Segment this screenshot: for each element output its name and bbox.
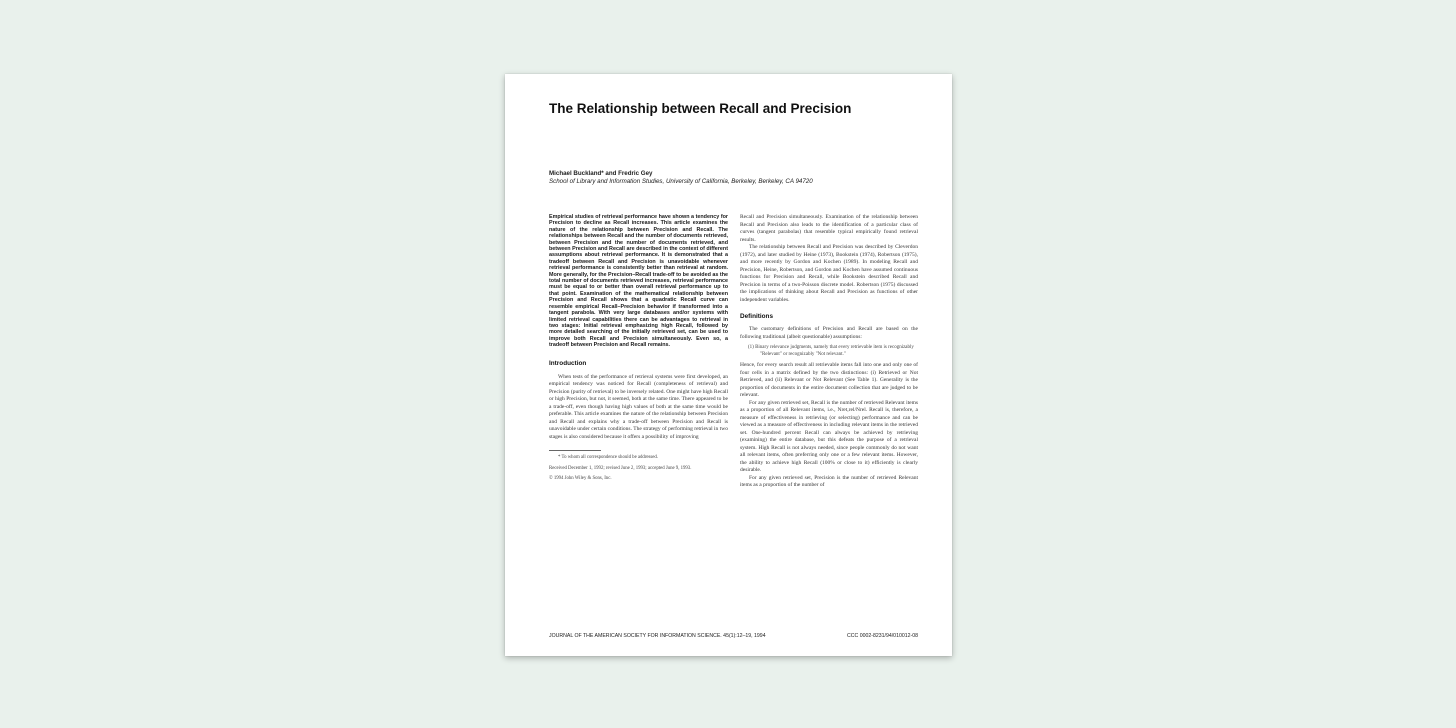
abstract: Empirical studies of retrieval performance have shown a tendency for Precision to decline as Recall increases. This article examines the nature of the relationship between Precision and Recall. The relationships between Recall and the number of documents retrieved, between Precision and the number of documents retrieved, and between Precision and Recall are described in the context of different assumptions about retrieval performance. It is demonstrated that a tradeoff between Recall and Precision is unavoidable whenever retrieval performance is consistently better than retrieval at random. More generally, for the Precision–Recall trade-off to be avoided as the total number of documents retrieved increases, retrieval performance must be equal to or better than overall retrieval performance up to that point. Examination of the mathematical relationship between Precision and Recall shows that a quadratic Recall curve can resemble empirical Recall–Precision behavior if transformed into a tangent parabola. With very large databases and/or systems with limited retrieval capabilities there can be advantages to retrieval in two stages: Initial retrieval emphasizing high Recall, followed by more detailed searching of the initially retrieved set, can be used to improve both Recall and Precision simultaneously. Even so, a tradeoff between Precision and Recall remains.: [549, 214, 728, 349]
journal-footer: [549, 633, 918, 639]
definitions-paragraph-4: For any given retrieved set, Precision is the number of retrieved Relevant items as a proportion of the number of: [740, 474, 918, 488]
right-paragraph-2: The relationship between Recall and Precision was described by Cleverdon (1972), and later studied by Heine (1973), Bookstein (1974), Robertson (1975), and more recently by Gordon and Kochen (1989). In modeling Recall and Precision, Heine, Robertson, and Gordon and Kochen have assumed continuous functions for Precision and Recall, while Bookstein described Recall and Precision in terms of a two-Poisson discrete model. Robertson (1975) discussed the implications of thinking about Recall and Precision as functions of other independent variables.: [740, 244, 918, 303]
introduction-heading: Introduction: [549, 359, 587, 367]
footnote-copyright: © 1994 John Wiley & Sons, Inc.: [549, 476, 612, 482]
definitions-paragraph-3: For any given retrieved set, Recall is the number of retrieved Relevant items as a proportion of all Relevant items, i.e., Nret,rel/Nrel. Recall is, therefore, a measure of effectiveness in retrieving (or selecting) performance and can be viewed as a measure of effectiveness in including relevant items in the retrieved set. One-hundred percent Recall can always be achieved by retrieving (examining) the entire database, but this defeats the purpose of a retrieval system. High Recall is not always needed, since people commonly do not want all relevant items, often preferring only one or a few relevant items. However, the ability to achieve high Recall (100% or close to it) efficiently is clearly desirable.: [740, 399, 918, 473]
footer-ccc-code: CCC 0002-8231/94/010012-08: [847, 633, 918, 639]
paper-title: The Relationship between Recall and Precision: [549, 101, 852, 116]
footer-journal-citation: JOURNAL OF THE AMERICAN SOCIETY FOR INFORMATION SCIENCE. 45(1):12–19, 1994: [549, 633, 766, 639]
left-column: [549, 214, 728, 483]
definitions-list-item: (1) Binary relevance judgments, namely that every retrievable item is recognizably "Relevant" or recognizably "Not relevant.": [748, 345, 914, 357]
introduction-text: When tests of the performance of retrieval systems were first developed, an empirical tendency was noticed for Recall (completeness of retrieval) and Precision (purity of retrieval) to be inversely related. One might have high Recall or high Precision, but not, it seemed, both at the same time. There appeared to be a trade-off, even though having high values of both at the same time would be preferable. This article examines the nature of the relationship between Precision and Recall and explains why a trade-off between Precision and Recall is unavoidable under certain conditions. The strategy of performing retrieval in two stages is also considered because it offers a possibility of improving: [549, 373, 728, 440]
definitions-paragraph-2: Hence, for every search result all retrievable items fall into one and only one of four cells in a matrix defined by the two distinctions: (i) Retrieved or Not Retrieved, and (ii) Relevant or Not Relevant (See Table 1). Generality is the proportion of documents in the entire document collection that are judged to be relevant.: [740, 362, 918, 398]
footnote-author: * To whom all correspondence should be addressed.: [558, 455, 659, 461]
right-column: [740, 214, 918, 490]
footnote-rule: [549, 450, 601, 451]
paper-affiliation: School of Library and Information Studies, University of California, Berkeley, Berkeley, CA 94720: [549, 178, 813, 185]
definitions-paragraph-1: The customary definitions of Precision and Recall are based on the following traditional (albeit questionable) assumptions:: [740, 326, 918, 340]
right-paragraph-1: Recall and Precision simultaneously. Examination of the relationship between Recall and Precision also leads to the identification of a particular class of curves (tangent parabolas) that resemble typical empirically found retrieval results.: [740, 214, 918, 243]
definitions-heading: Definitions: [740, 313, 774, 320]
footnote-received: Received December 1, 1992; revised June 2, 1993; accepted June 9, 1993.: [549, 465, 692, 471]
paper-authors: Michael Buckland* and Fredric Gey: [549, 170, 653, 177]
paper-page: [505, 74, 952, 656]
